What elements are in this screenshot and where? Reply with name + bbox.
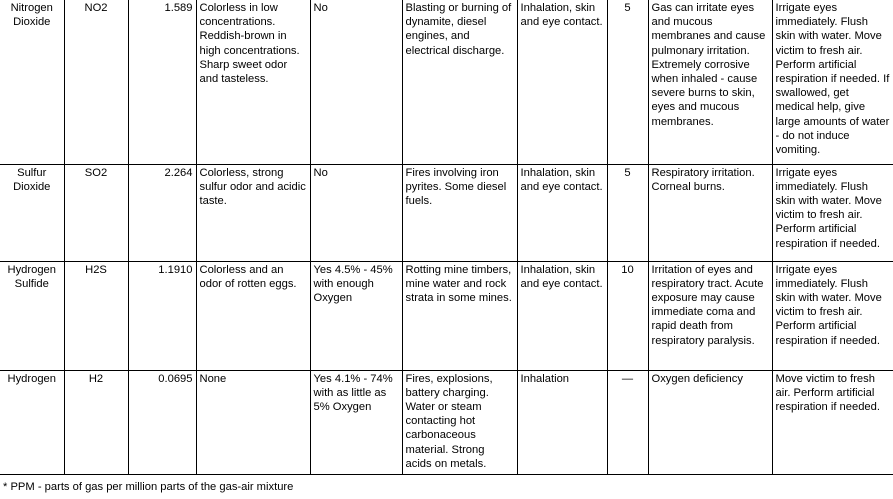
- exposure-route: Inhalation, skin and eye contact.: [517, 164, 607, 261]
- gas-sources: Fires involving iron pyrites. Some diesel fuels.: [402, 164, 517, 261]
- table-row: [0, 370, 893, 474]
- symptoms: Irritation of eyes and respiratory tract. Acute exposure may cause immediate coma and rapid death from respiratory paralysis.: [648, 261, 772, 370]
- exposure-route: Inhalation, skin and eye contact.: [517, 0, 607, 164]
- first-aid-text: Move victim to fresh air. Perform artificial respiration if needed.: [775, 372, 880, 413]
- symptoms: Respiratory irritation. Corneal burns.: [648, 164, 772, 261]
- gas-sources: Blasting or burning of dynamite, diesel engines, and electrical discharge.: [402, 0, 517, 164]
- gas-formula: NO2: [64, 0, 128, 164]
- gas-description: Colorless in low concentrations. Reddish-brown in high concentrations. Sharp sweet odor and tasteless.: [196, 0, 310, 164]
- ppm-footnote: * PPM - parts of gas per million parts of the gas-air mixture: [3, 481, 294, 493]
- table-row: [0, 261, 893, 370]
- symptoms: Oxygen deficiency: [648, 370, 772, 474]
- explosive-range: No: [310, 0, 402, 164]
- gas-sources: Fires, explosions, battery charging. Water or steam contacting hot carbonaceous material. Strong acids on metals.: [402, 370, 517, 474]
- ppm-limit: 5: [607, 0, 648, 164]
- table-row: [0, 164, 893, 261]
- symptoms: Gas can irritate eyes and mucous membranes and cause pulmonary irritation. Extremely corrosive when inhaled - cause severe burns to skin, eyes and mucous membranes.: [648, 0, 772, 164]
- explosive-range: Yes 4.5% - 45% with enough Oxygen: [310, 261, 402, 370]
- gas-name: Hydrogen: [0, 370, 64, 474]
- ppm-limit: —: [607, 370, 648, 474]
- gas-description: Colorless and an odor of rotten eggs.: [196, 261, 310, 370]
- first-aid: [772, 261, 893, 370]
- specific-gravity: 1.1910: [128, 261, 196, 370]
- first-aid: [772, 0, 893, 164]
- table-row: [0, 0, 893, 164]
- first-aid: [772, 164, 893, 261]
- first-aid: [772, 370, 893, 474]
- gas-formula: H2S: [64, 261, 128, 370]
- exposure-route: Inhalation: [517, 370, 607, 474]
- ppm-limit: 10: [607, 261, 648, 370]
- gas-formula: H2: [64, 370, 128, 474]
- first-aid-text: Irrigate eyes immediately. Flush skin with water. Move victim to fresh air. Perform artificial respiration if needed.: [775, 263, 882, 347]
- first-aid-text: Irrigate eyes immediately. Flush skin with water. Move victim to fresh air. Perform artificial respiration if needed. If swallowed, get medical help, give large amounts of water - do not induce vomiting.: [775, 2, 890, 157]
- gas-name: Sulfur Dioxide: [0, 164, 64, 261]
- gas-description: Colorless, strong sulfur odor and acidic taste.: [196, 164, 310, 261]
- exposure-route: Inhalation, skin and eye contact.: [517, 261, 607, 370]
- gas-formula: SO2: [64, 164, 128, 261]
- specific-gravity: 1.589: [128, 0, 196, 164]
- first-aid-text: Irrigate eyes immediately. Flush skin with water. Move victim to fresh air. Perform artificial respiration if needed.: [775, 166, 882, 250]
- gas-name: Nitrogen Dioxide: [0, 0, 64, 164]
- gas-description: None: [196, 370, 310, 474]
- ppm-limit: 5: [607, 164, 648, 261]
- explosive-range: Yes 4.1% - 74% with as little as 5% Oxygen: [310, 370, 402, 474]
- explosive-range: No: [310, 164, 402, 261]
- specific-gravity: 0.0695: [128, 370, 196, 474]
- gas-name: Hydrogen Sulfide: [0, 261, 64, 370]
- specific-gravity: 2.264: [128, 164, 196, 261]
- gas-sources: Rotting mine timbers, mine water and rock strata in some mines.: [402, 261, 517, 370]
